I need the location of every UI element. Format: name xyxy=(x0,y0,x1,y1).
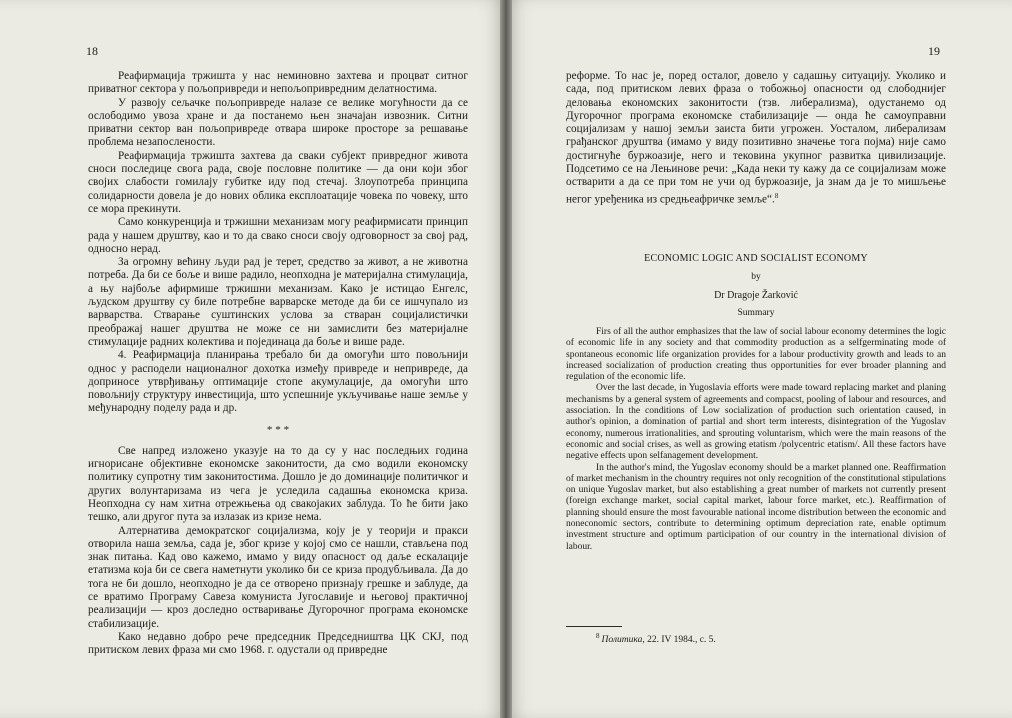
summary-by: by xyxy=(751,272,761,282)
summary-body xyxy=(566,327,946,553)
summary-author: Dr Dragoje Žarković xyxy=(714,290,798,301)
page-number-right: 19 xyxy=(928,44,940,58)
paragraph: За огромну већину људи рад је терет, средство за живот, а не животна потреба. Да би се боље и више радило, неопходна је материјална стимулација, а њу најбоље афирмише тржишни механизам. Како је истицао Енгелс, људском друштву су биле потребне варварске методе да би се ишчупало из варварства. Стварање суштинских услова за стваран социјалистички преображај нашег друштва не може се ни замислити без материјалне стимулације радних колектива и појединаца да боље и више раде. xyxy=(88,256,468,348)
summary-heading: Summary xyxy=(737,308,775,318)
summary-paragraph: Over the last decade, in Yugoslavia efforts were made toward replacing market and planing mechanisms by a general system of agreements and compacst, pooling of labour and resources, and association. In the conditions of Low socialization of production such orientation caused, in author's opinion, a domination of partial and short term interests, disintegration of the Yugoslav economy, numerous irrationalities, and sprouting voluntarism, which were the main reasons of the economic and social crises, as well as growing etatism /polycentric etatism/. All these factors have negative effects upon selfanagement development. xyxy=(566,383,946,462)
footnote-details: , 22. IV 1984., с. 5. xyxy=(642,635,716,646)
paragraph: Реафирмација тржишта у нас неминовно захтева и процват ситног приватног сектора у пољопривреди и непољопривредним делатностима. xyxy=(88,70,468,96)
footnote-source: Политика xyxy=(601,635,643,646)
paragraph: 4. Реафирмација планирања требало би да омогући што повољнији однос у расподели националног дохотка између привреде и непривреде, да доприносе утврђивању оптимације стопе акумулације, да омогући што повољнију структуру инвестиција, што успешније укључивање наше земље у међународну поделу рада и др. xyxy=(88,349,468,415)
left-page-body xyxy=(88,70,468,657)
paragraph: Како недавно добро рече председник Председништва ЦК СКЈ, под притиском левих фраза ми смо 1968. г. одустали од привредне xyxy=(88,630,468,657)
footnote-rule xyxy=(566,626,622,627)
paragraph-text: реформе. То нас је, поред осталог, довело у садашњу ситуацију. Уколико и сада, под притиском левих фраза о тобожњој опасности од слободнијег деловања економских законитости (тзв. либерализма), одустанемо од Дугорочног програма економске стабилизације — онда ће самоуправни социјализам у нашој земљи заиста бити угрожен. Уосталом, либерализам грађанског друштва (имамо у виду позитивно значење тога појма) није само достигнуће буржоазије, него и тековина укупног развитка цивилизације. Подсетимо се на Лењинове речи: „Када неки ту кажу да се социјализам може остварити а да се при том не учи од буржоазије, ја знам да је то мишљење негог уређеника из средњеафричке земље“. xyxy=(566,70,946,206)
summary-title: ECONOMIC LOGIC AND SOCIALIST ECONOMY xyxy=(644,253,868,264)
paragraph-continued xyxy=(566,70,946,207)
summary-paragraph: Firs of all the author emphasizes that the law of social labour economy determines the logic of economic life in any society and that commodity production as a selfgerminating mode of spontaneous economic life organization provides for a labour productivity growth and leads to an increased socialization of production creating thus opportunities for ever broader planning and regulation of the economic life. xyxy=(566,327,946,383)
footnote-mark: 8 xyxy=(596,632,600,640)
paragraph: У развоју сељачке пољопривреде налазе се велике могућности да се ослободимо увоза хране и да постанемо њен значајан извозник. Ситни приватни сектор ван пољопривреде отвара широке просторе за решавање проблема незапослености. xyxy=(88,96,468,149)
page-number-left: 18 xyxy=(86,44,98,58)
section-separator: * * * xyxy=(266,423,290,436)
paragraph: Све напред изложено указује на то да су у нас последњих година игнорисане објективне економске законитости, да смо водили економску политику супротну тим законитостима. Дошло је до доминације политичког и других волунтаризама из чега је уследила садашња економска криза. Неопходна су нам хитна отрежњења од свакојаких заблуда. То ће бити јако тешко, али другог пута за излазак из кризе нема. xyxy=(88,444,468,524)
paragraph: Алтернатива демократског социјализма, коју је у теорији и пракси отворила наша земља, сада је, због кризе у којој смо се нашли, стављена под знак питања. Кад ово кажемо, имамо у виду опасност од даље ескалације етатизма која би се свега наметнути уколико би се криза продубљивала. Да до тога не би дошло, неопходно је да се отворено признају грешке и заблуде, да се вратимо Програму Савеза комуниста Југославије и његовој практичној реализацији — кроз доследно остваривање Дугорочног програма економске стабилизације. xyxy=(88,524,468,630)
right-page xyxy=(506,0,1012,718)
summary-paragraph: In the author's mind, the Yugoslav economy should be a market planned one. Reaffirmation of market mechanism in the chountry requires not only recognition of the constitutional stipulations on unique Yugoslav market, but also establishing a great number of markets not currently present (foreign exchange market, social capital market, labour force market, etc.). Reaffirmation of planning should ensure the most favourable national income distribution between the economic and noneconomic sectors, contribute to determining optimum depreciation rate, enable optimum investment structure and optimum participation of our country in the international division of labour. xyxy=(566,462,946,552)
right-page-body xyxy=(566,70,946,207)
footnote xyxy=(596,632,716,645)
book-gutter xyxy=(500,0,512,718)
paragraph: Само конкуренција и тржишни механизам могу реафирмисати принцип рада у нашем друштву, као и то да свако сноси своју одговорност за свој рад, односно нерад. xyxy=(88,216,468,255)
english-summary xyxy=(566,252,946,553)
footnote-reference: 8 xyxy=(774,191,779,200)
paragraph: Реафирмација тржишта захтева да сваки субјект привредног живота сноси последице свога рада, своје пословне политике — да они који због својих слабости гомилају губитке иду под стечај. Злоупотреба принципа солидарности довела је до нових облика експлоатације човека по човеку, што се мора прекинути. xyxy=(88,149,468,215)
